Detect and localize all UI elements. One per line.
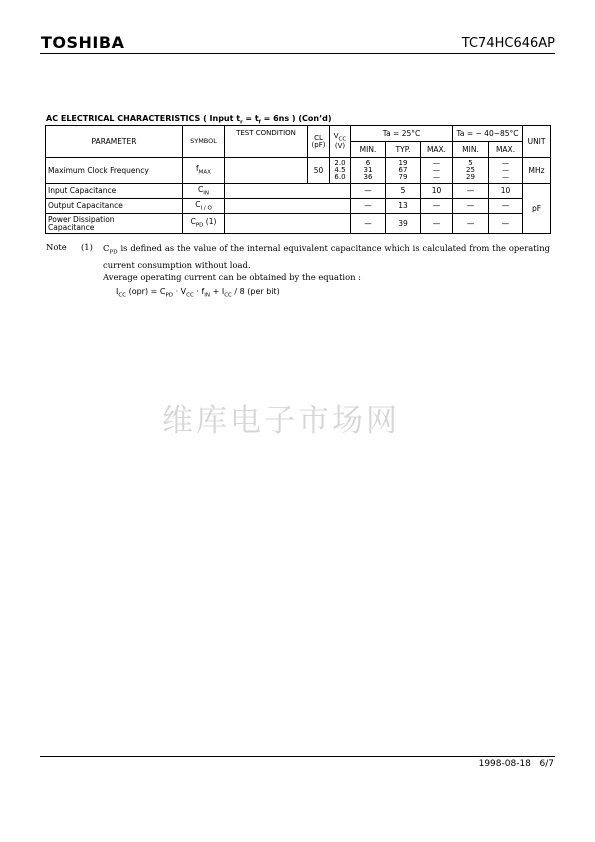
- cpd-min2: —: [453, 214, 489, 234]
- header-vcc-sub: CC: [338, 136, 347, 143]
- cpd-typ: 39: [386, 214, 421, 234]
- table-title-a: AC ELECTRICAL CHARACTERISTICS ( Input: [46, 114, 237, 123]
- fmax-symbol: [183, 158, 225, 184]
- eq-cpd-sub: PD: [165, 292, 174, 299]
- fmax-vcc: [330, 158, 351, 184]
- fmax-max2-2: —: [502, 173, 510, 181]
- table-title-eq: =: [242, 114, 255, 123]
- fmax-min2: [453, 158, 489, 184]
- header-max2: MAX.: [489, 142, 523, 158]
- fmax-vcc-0: 2.0: [334, 159, 346, 167]
- footer-page: 6/7: [539, 759, 554, 769]
- cpd-symbol-suffix: (1): [203, 217, 217, 226]
- note-cpd: C: [103, 243, 110, 253]
- capacitance-unit: pF: [523, 184, 551, 234]
- fmax-max-1: —: [433, 166, 440, 174]
- cpd-max: —: [421, 214, 453, 234]
- cin-max2: 10: [489, 184, 523, 199]
- header-ta-range: Ta = − 40~85°C: [453, 126, 523, 142]
- table-title-tr: t: [236, 114, 241, 123]
- cin-max: 10: [421, 184, 453, 199]
- fmax-symbol-sub: MAX: [198, 169, 211, 176]
- fmax-parameter: Maximum Clock Frequency: [46, 158, 183, 184]
- eq-vcc-sub: CC: [186, 292, 194, 299]
- fmax-max2-0: —: [502, 159, 510, 167]
- fmax-max-0: —: [433, 159, 440, 167]
- note-text-1-body: is defined as the value of the internal equivalent capacitance which is calculated from the operating current consumption without load.: [103, 243, 550, 270]
- cio-min: —: [351, 199, 386, 214]
- cpd-symbol-sub: PD: [195, 222, 204, 229]
- eq-fin-sub: IN: [204, 292, 211, 299]
- cio-parameter: Output Capacitance: [46, 199, 183, 214]
- note-number: (1): [81, 242, 93, 252]
- cio-symbol-sub: I / O: [200, 205, 212, 211]
- eq-icc2-sub: CC: [224, 292, 232, 299]
- cin-test-condition: [225, 184, 351, 199]
- cin-symbol-main: C: [198, 184, 204, 194]
- fmax-min: [351, 158, 386, 184]
- header-row-1: [46, 126, 551, 142]
- fmax-symbol-main: f: [196, 164, 199, 173]
- cin-symbol: [183, 184, 225, 199]
- cpd-test-condition: [225, 214, 351, 234]
- cio-max2: —: [489, 199, 523, 214]
- header-typ: TYP.: [386, 142, 421, 158]
- header-symbol: SYMBOL: [183, 126, 225, 158]
- eq-dot1: · V: [173, 287, 187, 296]
- fmax-test-condition: [225, 158, 308, 184]
- eq-dot2: · f: [193, 287, 205, 296]
- footer: [479, 759, 554, 769]
- fmax-min-1: 31: [363, 166, 373, 174]
- footer-divider: [40, 756, 555, 757]
- table-title: [46, 114, 332, 126]
- footer-date: 1998-08-18: [478, 759, 531, 769]
- cin-min2: —: [453, 184, 489, 199]
- fmax-typ-2: 79: [398, 173, 408, 181]
- eq-tail: / 8 (per bit): [231, 287, 280, 296]
- cio-symbol-main: C: [195, 199, 201, 209]
- note-text-2: Average operating current can be obtained by the equation :: [103, 272, 361, 282]
- fmax-max: [421, 158, 453, 184]
- cpd-symbol-main: C: [190, 217, 196, 226]
- table-title-tf-sub: f: [258, 119, 261, 126]
- eq-icc: I: [116, 287, 119, 296]
- table-title-tf: t: [254, 114, 259, 123]
- header-test-condition: TEST CONDITION: [225, 126, 308, 158]
- header-cl: [308, 126, 330, 158]
- header-vcc: [330, 126, 351, 158]
- fmax-vcc-2: 6.0: [334, 173, 346, 181]
- cpd-parameter: [46, 214, 183, 234]
- header-unit: UNIT: [523, 126, 551, 158]
- cio-max: —: [421, 199, 453, 214]
- eq-plus: + I: [210, 287, 225, 296]
- fmax-min2-2: 29: [466, 173, 475, 181]
- fmax-unit: MHz: [523, 158, 551, 184]
- note-text-1: [103, 242, 550, 271]
- row-cio: [46, 199, 551, 214]
- cin-typ: 5: [386, 184, 421, 199]
- cpd-parameter-line1: Power Dissipation: [48, 214, 115, 224]
- cpd-parameter-line2: Capacitance: [48, 222, 95, 232]
- header-vcc-label: V: [333, 132, 339, 141]
- fmax-typ-1: 67: [398, 166, 408, 174]
- fmax-cl: 50: [308, 158, 330, 184]
- fmax-min2-1: 25: [466, 166, 475, 174]
- eq-opr: (opr) = C: [126, 287, 166, 296]
- fmax-min-0: 6: [365, 159, 371, 167]
- header-parameter: PARAMETER: [46, 126, 183, 158]
- header-vcc-unit: (V): [334, 141, 346, 150]
- header-min2: MIN.: [453, 142, 489, 158]
- fmax-typ: [386, 158, 421, 184]
- cio-typ: 13: [386, 199, 421, 214]
- cin-min: —: [351, 184, 386, 199]
- row-cin: [46, 184, 551, 199]
- header-ta-25: Ta = 25°C: [351, 126, 453, 142]
- row-cpd: [46, 214, 551, 234]
- header-max: MAX.: [421, 142, 453, 158]
- header-min: MIN.: [351, 142, 386, 158]
- cin-symbol-sub: IN: [203, 190, 209, 196]
- cin-parameter: Input Capacitance: [46, 184, 183, 199]
- fmax-max2: [489, 158, 523, 184]
- ac-characteristics-table: [45, 125, 551, 234]
- row-fmax: [46, 158, 551, 184]
- header-divider: [40, 53, 555, 54]
- fmax-min-2: 36: [363, 173, 373, 181]
- table-title-tr-sub: r: [240, 119, 243, 126]
- header-cl-unit: (pF): [311, 140, 326, 149]
- fmax-typ-0: 19: [398, 159, 408, 167]
- table-title-b: = 6ns ) (Con’d): [260, 114, 332, 123]
- header-cl-label: CL: [314, 133, 323, 142]
- cpd-min: —: [351, 214, 386, 234]
- toshiba-logo: TOSHIBA: [41, 33, 125, 52]
- fmax-max-2: —: [433, 173, 440, 181]
- cpd-max2: —: [489, 214, 523, 234]
- fmax-vcc-1: 4.5: [334, 166, 346, 174]
- fmax-max2-1: —: [502, 166, 510, 174]
- part-number: TC74HC646AP: [461, 36, 555, 51]
- cio-min2: —: [453, 199, 489, 214]
- note-cpd-sub: PD: [109, 249, 118, 256]
- cio-symbol: [183, 199, 225, 214]
- cio-test-condition: [225, 199, 351, 214]
- fmax-min2-0: 5: [468, 159, 473, 167]
- cpd-symbol: [183, 214, 225, 234]
- note-label: Note: [46, 242, 67, 252]
- eq-icc-sub: CC: [118, 292, 127, 299]
- watermark-text: 维库电子市场网: [162, 403, 400, 439]
- note-equation: [116, 287, 280, 299]
